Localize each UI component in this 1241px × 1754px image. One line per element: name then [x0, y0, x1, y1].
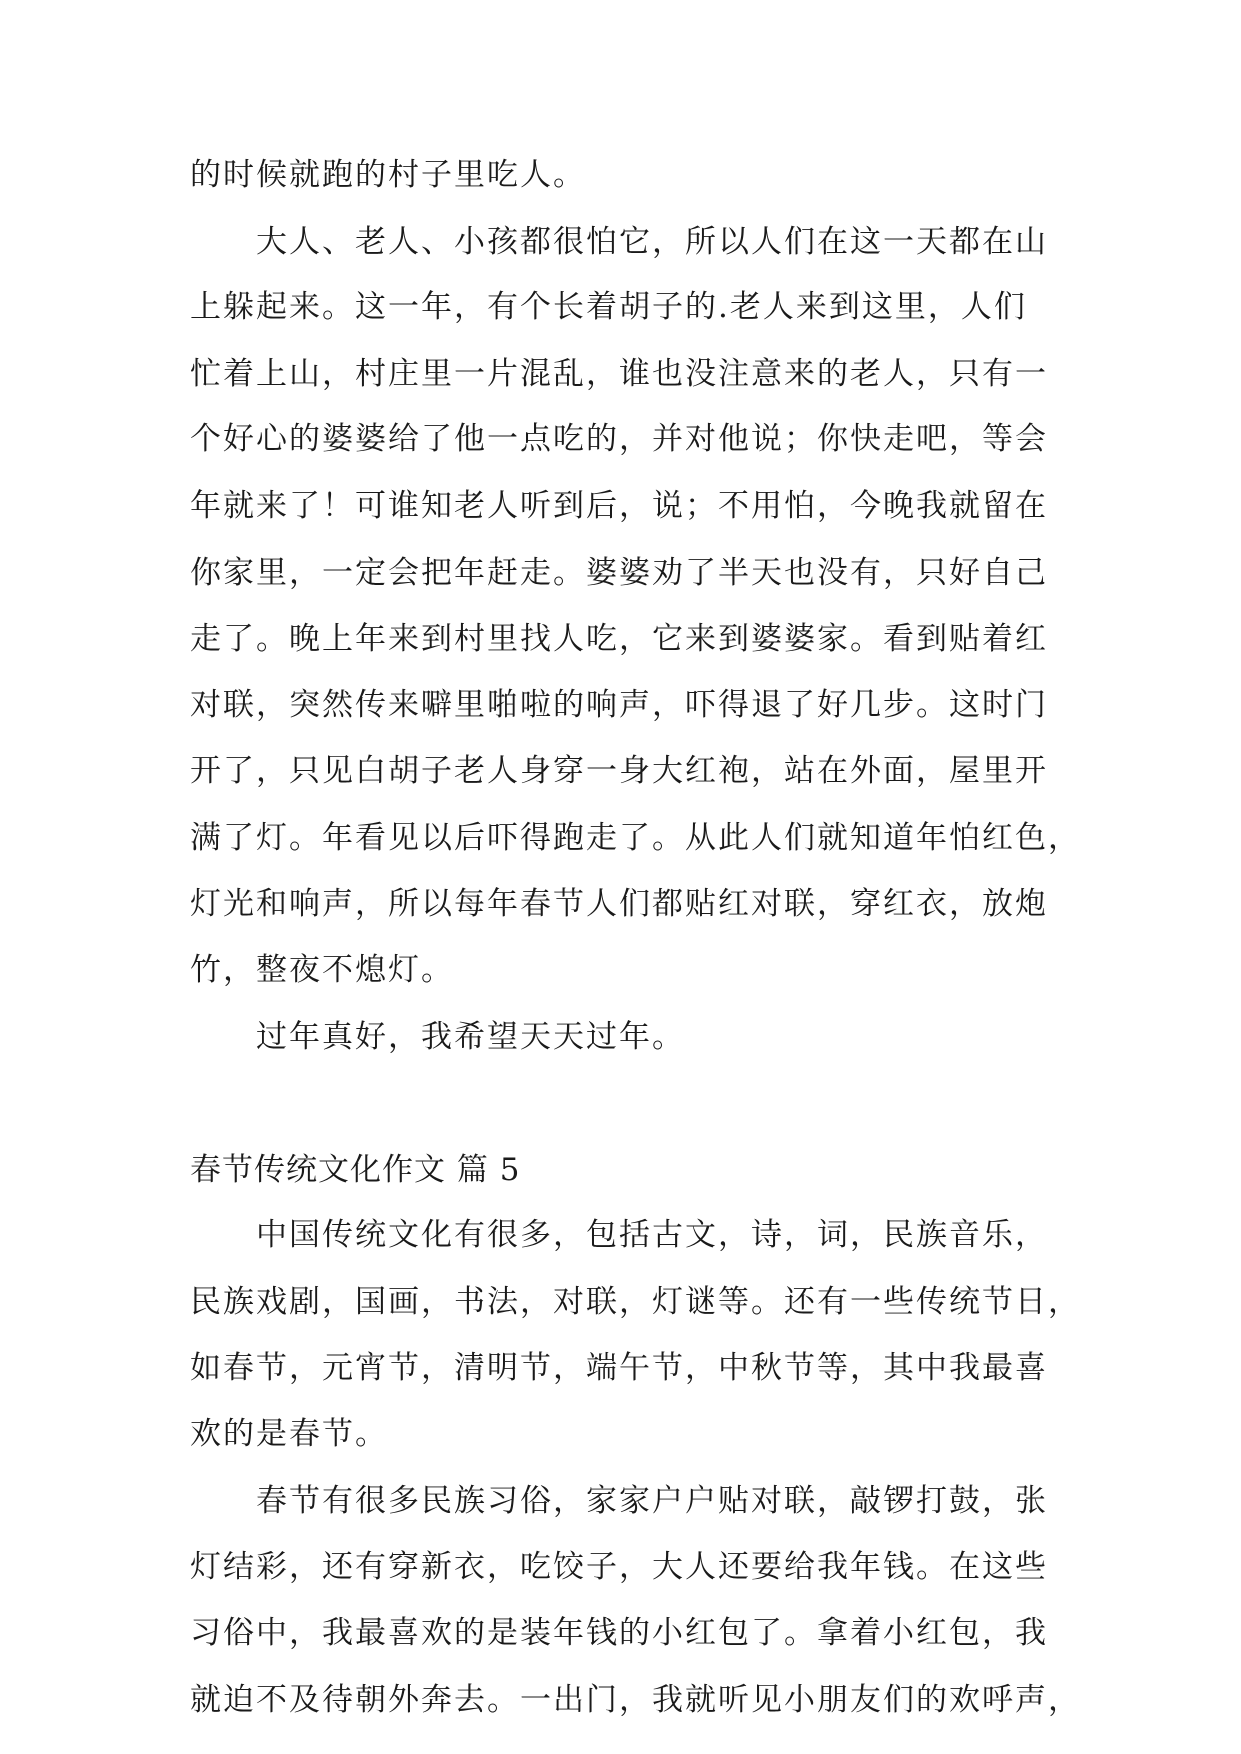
paragraph-line: 春节有很多民族习俗，家家户户贴对联，敲锣打鼓，张: [256, 1483, 1048, 1519]
paragraph-line: 走了。晚上年来到村里找人吃，它来到婆婆家。看到贴着红: [190, 621, 1048, 657]
paragraph-line: 你家里，一定会把年赶走。婆婆劝了半天也没有，只好自己: [190, 555, 1048, 591]
paragraph-line: 如春节，元宵节，清明节，端午节，中秋节等，其中我最喜: [190, 1350, 1048, 1386]
paragraph-line: 的时候就跑的村子里吃人。: [190, 157, 586, 193]
paragraph-line: 忙着上山，村庄里一片混乱，谁也没注意来的老人，只有一: [190, 356, 1048, 392]
paragraph-line: 灯结彩，还有穿新衣，吃饺子，大人还要给我年钱。在这些: [190, 1549, 1048, 1585]
paragraph-line: 开了，只见白胡子老人身穿一身大红袍，站在外面，屋里开: [190, 753, 1048, 789]
paragraph-line: 灯光和响声，所以每年春节人们都贴红对联，穿红衣，放炮: [190, 886, 1048, 922]
paragraph-line: 就迫不及待朝外奔去。一出门，我就听见小朋友们的欢呼声，: [190, 1682, 1081, 1718]
paragraph-line: 个好心的婆婆给了他一点吃的，并对他说；你快走吧，等会: [190, 421, 1048, 457]
section-title: 春节传统文化作文 篇 5: [190, 1152, 521, 1188]
paragraph-line: 习俗中，我最喜欢的是装年钱的小红包了。拿着小红包，我: [190, 1615, 1048, 1651]
paragraph-line: 上躲起来。这一年，有个长着胡子的.老人来到这里，人们: [190, 289, 1027, 325]
paragraph-line: 对联，突然传来噼里啪啦的响声，吓得退了好几步。这时门: [190, 687, 1048, 723]
paragraph-line: 年就来了！可谁知老人听到后，说；不用怕，今晚我就留在: [190, 488, 1048, 524]
paragraph-line: 过年真好，我希望天天过年。: [256, 1019, 685, 1055]
paragraph-line: 竹，整夜不熄灯。: [190, 952, 454, 988]
paragraph-line: 欢的是春节。: [190, 1416, 388, 1452]
paragraph-line: 满了灯。年看见以后吓得跑走了。从此人们就知道年怕红色，: [190, 820, 1081, 856]
paragraph-line: 中国传统文化有很多，包括古文，诗，词，民族音乐，: [256, 1217, 1048, 1253]
paragraph-line: 民族戏剧，国画，书法，对联，灯谜等。还有一些传统节日，: [190, 1284, 1081, 1320]
paragraph-line: 大人、老人、小孩都很怕它，所以人们在这一天都在山: [256, 224, 1048, 260]
